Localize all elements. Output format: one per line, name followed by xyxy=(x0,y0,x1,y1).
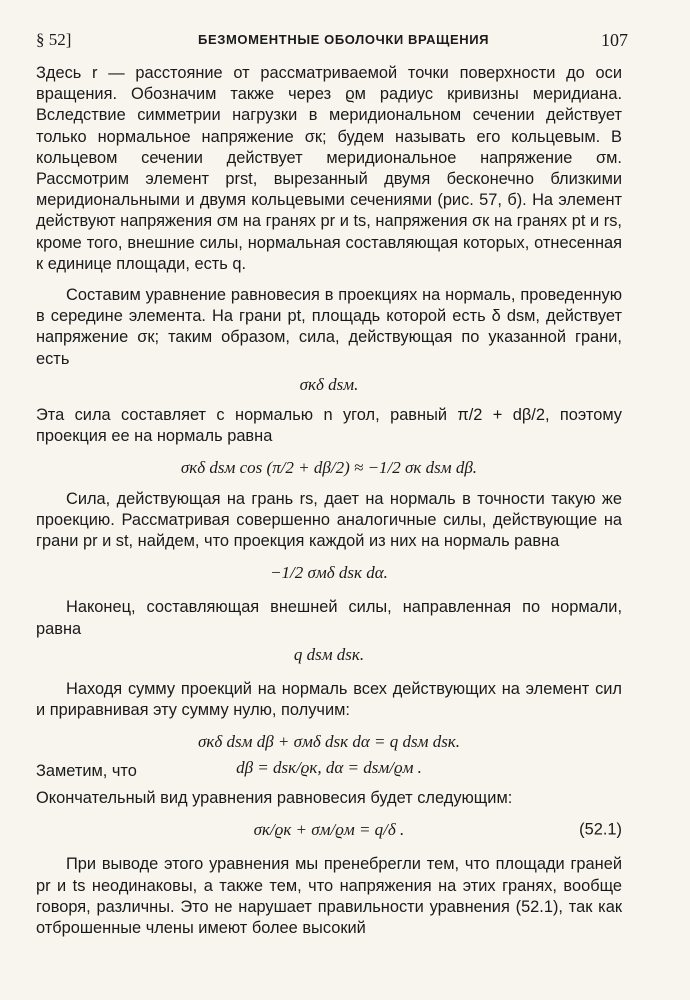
equation-sum: σкδ dsм dβ + σмδ dsк dα = q dsм dsк. xyxy=(197,732,461,752)
equation-equilibrium-row xyxy=(36,819,622,840)
equation-angles-row xyxy=(36,757,622,778)
equation-force: σкδ dsм. xyxy=(299,374,359,394)
equation-external-force: q dsм dsк. xyxy=(293,644,365,664)
paragraph-8: При выводе этого уравнения мы пренебрегли тем, что площади граней pr и ts неодинаковы, а также тем, что напряжения на этих гранях, вообще говоря, различны. Это не нарушает правильности уравнения (52.1), так как отброшенные члены имеют более высокий xyxy=(36,855,622,937)
equation-number: (52.1) xyxy=(579,820,622,839)
equation-meridional-projection: −1/2 σмδ dsк dα. xyxy=(270,563,388,583)
page-body xyxy=(36,63,622,939)
equation-projection: σкδ dsм cos (π/2 + dβ/2) ≈ −1/2 σк dsм dβ. xyxy=(180,458,478,478)
paragraph-2: Составим уравнение равновесия в проекциях на нормаль, проведенную в середине элемента. На грани pt, площадь которой есть δ dsм, действует напряжение σк; таким образом, сила, действующая по указанной грани, есть xyxy=(36,286,622,368)
equation-angles: dβ = dsк/ϱк, dα = dsм/ϱм . xyxy=(236,757,422,777)
paragraph-7: Окончательный вид уравнения равновесия будет следующим: xyxy=(36,788,513,807)
paragraph-5: Наконец, составляющая внешней силы, направленная по нормали, равна xyxy=(36,598,622,638)
paragraph-1: Здесь r — расстояние от рассматриваемой точки поверхности до оси вращения. Обозначим также через ϱм радиус кривизны меридиана. Вследствие симметрии нагрузки в меридиональном сечении действует только нормальное напряжение σк; будем называть его кольцевым. В кольцевом сечении действует меридиональное напряжение σм. Рассмотрим элемент prst, вырезанный двумя бесконечно близкими меридиональными и двумя кольцевыми сечениями (рис. 57, б). На элемент действуют напряжения σм на гранях pr и ts, напряжения σк на гранях pt и rs, кроме того, внешние силы, нормальная составляющая которых, отнесенная к единице площади, есть q. xyxy=(36,64,622,273)
paragraph-6: Находя сумму проекций на нормаль всех действующих на элемент сил и приравнивая эту сумму нулю, получим: xyxy=(36,680,622,720)
section-reference: § 52] xyxy=(36,30,72,49)
running-title: БЕЗМОМЕНТНЫЕ ОБОЛОЧКИ ВРАЩЕНИЯ xyxy=(198,32,490,47)
paragraph-4: Сила, действующая на грань rs, дает на нормаль в точности такую же проекцию. Рассматривая совершенно аналогичные силы, действующие на грани pr и st, найдем, что проекция каждой из них на нормаль равна xyxy=(36,489,622,551)
page-number: 107 xyxy=(601,30,628,50)
equation-equilibrium: σк/ϱк + σм/ϱм = q/δ . xyxy=(253,820,405,840)
note-text: Заметим, что xyxy=(36,761,137,780)
running-header xyxy=(36,30,628,52)
paragraph-3: Эта сила составляет с нормалью n угол, равный π/2 + dβ/2, поэтому проекция ее на нормаль равна xyxy=(36,406,622,446)
